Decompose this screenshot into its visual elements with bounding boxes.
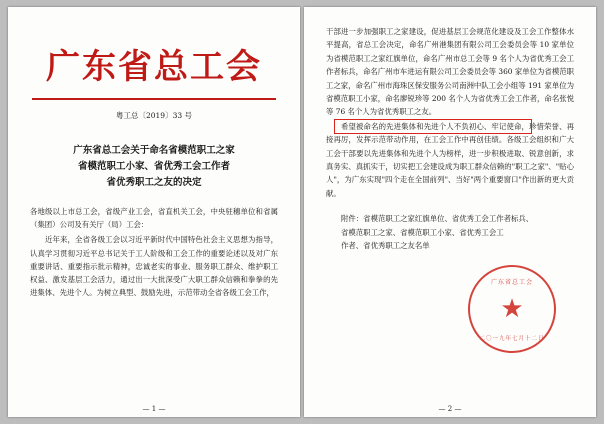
attachment-line-3: 作者、省优秀职工之友名单	[341, 241, 430, 251]
title-divider	[32, 98, 276, 100]
page-2-content	[326, 23, 574, 399]
page-1-body	[30, 205, 278, 299]
attachment-line-1: 附件：省模范职工之家红旗单位、省优秀工会工作者标兵、	[341, 214, 534, 224]
body-paragraph-3: 希望被命名的先进集体和先进个人不负初心、牢记使命，珍惜荣誉、再接再厉，发挥示范带动作用，在工会工作中再创佳绩。各级工会组织和广大工会干部要以先进集体和先进个人为榜样，进一步积极进取、锐意创新，求真务实、真抓实干，切实把工会建设成为职工群众信赖的"职工之家"、"贴心人"，为广东实现"四个走在全国前列"、当好"两个重要窗口"作出新的更大贡献。	[326, 121, 574, 198]
attachment-line-2: 省模范职工之家、省模范职工小家、省优秀工会工	[341, 227, 504, 237]
heading-line-1: 广东省总工会关于命名省模范职工之家	[73, 145, 235, 156]
body-paragraph-2: 干部进一步加强职工之家建设，促进基层工会规范化建设及工会工作整体水平提高，省总工会决定，命名广州港集团有限公司工会委员会等 10 家单位为省模范职工之家红旗单位，命名广州市总工会等 9 名个人为省优秀工会工作者标兵，命名广州市车进运有限公司工会委员会等 360 家单位为省模范职工之家，命名广州市海珠区保安服务公司南洲中队工会小组等 191 家单位为省模范职工小家，命名廖锐珍等 200 名个人为省优秀工会工作者，命名张悦等 76 名个人为省优秀职工之友。	[326, 27, 574, 117]
heading-line-2: 省模范职工小家、省优秀工会工作者	[77, 161, 230, 172]
page-2-number: — 2 —	[438, 405, 462, 413]
seal-top-text: 广东省总工会	[490, 279, 533, 286]
document-heading	[30, 143, 278, 191]
page-1-number: — 1 —	[142, 405, 166, 413]
page-2-body	[326, 25, 574, 200]
body-paragraph-addressee: 各地级以上市总工会，省级产业工会，省直机关工会，中央驻穗单位和省属（集团）公司及有关厅（局）工会：	[30, 207, 278, 230]
organization-title: 广东省总工会	[46, 47, 262, 87]
document-page-1[interactable]	[8, 7, 300, 417]
heading-line-3: 省优秀职工之友的决定	[106, 177, 202, 188]
document-number: 粤工总〔2019〕33 号	[115, 111, 192, 120]
official-seal	[468, 265, 556, 353]
body-paragraph-1: 近年来，全省各级工会以习近平新时代中国特色社会主义思想为指导，认真学习贯彻习近平总书记关于工人阶级和工会工作的重要论述以及对广东重要讲话、重要指示批示精神，忠诚老实的事业、服务职工群众、维护职工权益、激发基层工会活力，通过出一大批深受广大职工群众信赖和拳拳的先进集体、先进个人。为树立典型、鼓励先进，示范带动全省各级工会工作，	[30, 235, 278, 298]
attachment-list	[326, 212, 574, 252]
document-page-2[interactable]	[304, 7, 596, 417]
seal-bottom-text: 二〇一九年七月十二日	[479, 336, 545, 342]
page-1-content	[30, 23, 278, 399]
star-icon: ★	[500, 294, 524, 324]
